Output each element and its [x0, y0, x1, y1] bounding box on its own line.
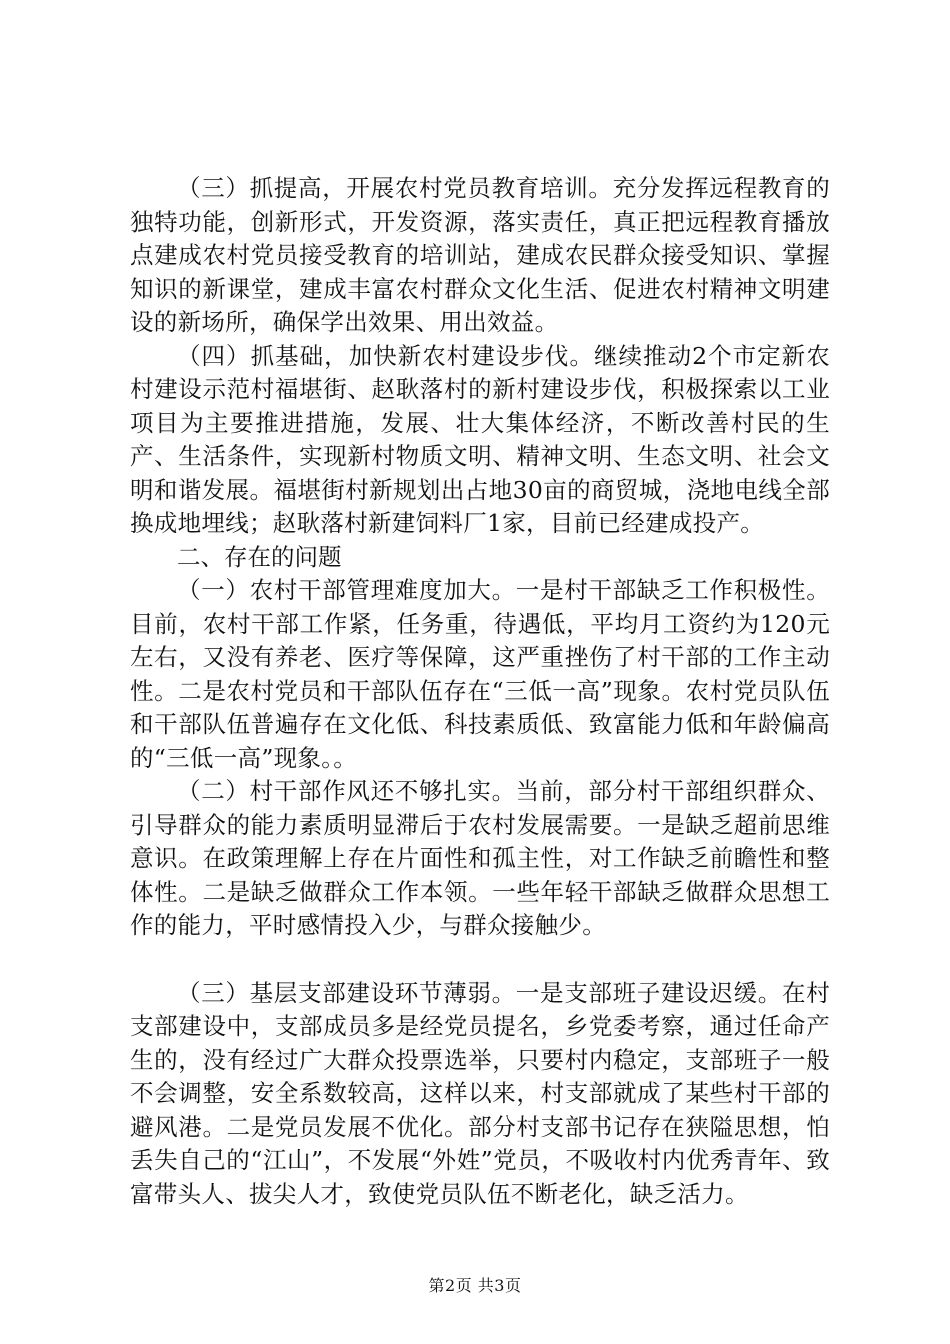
- paragraph-branch-building: （三）基层支部建设环节薄弱。一是支部班子建设迟缓。在村支部建设中，支部成员多是经党员提名，乡党委考察，通过任命产生的，没有经过广大群众投票选举，只要村内稳定，支部班子一般不会调整，安全系数较高，这样以来，村支部就成了某些村干部的避风港。二是党员发展不优化。部分村支部书记存在狭隘思想，怕丢失自己的“江山”，不发展“外姓”党员，不吸收村内优秀青年、致富带头人、拔尖人才，致使党员队伍不断老化，缺乏活力。: [130, 978, 830, 1208]
- document-body: [130, 172, 830, 1211]
- paragraph-new-village: （四）抓基础，加快新农村建设步伐。继续推动2个市定新农村建设示范村福堪街、赵耿落村的新村建设步伐，积极探索以工业项目为主要推进措施，发展、壮大集体经济，不断改善村民的生产、生活条件，实现新村物质文明、精神文明、生态文明、社会文明和谐发展。福堪街村新规划出占地30亩的商贸城，浇地电线全部换成地埋线；赵耿落村新建饲料厂1家，目前已经建成投产。: [130, 341, 830, 537]
- section-heading-problems: 二、存在的问题: [177, 542, 342, 571]
- paragraph-gap: [130, 943, 830, 977]
- page-number-footer: 第2页 共3页: [428, 1276, 522, 1295]
- paragraph-cadre-management: （一）农村干部管理难度加大。一是村干部缺乏工作积极性。目前，农村干部工作紧，任务重，待遇低，平均月工资约为120元左右，又没有养老、医疗等保障，这严重挫伤了村干部的工作主动性。二是农村党员和干部队伍存在“三低一高”现象。农村党员队伍和干部队伍普遍存在文化低、科技素质低、致富能力低和年龄偏高的“三低一高”现象。。: [130, 576, 830, 772]
- paragraph-training: （三）抓提高，开展农村党员教育培训。充分发挥远程教育的独特功能，创新形式，开发资源，落实责任，真正把远程教育播放点建成农村党员接受教育的培训站，建成农民群众接受知识、掌握知识的新课堂，建成丰富农村群众文化生活、促进农村精神文明建设的新场所，确保学出效果、用出效益。: [130, 174, 830, 336]
- paragraph-cadre-style: （二）村干部作风还不够扎实。当前，部分村干部组织群众、引导群众的能力素质明显滞后于农村发展需要。一是缺乏超前思维意识。在政策理解上存在片面性和孤主性，对工作缺乏前瞻性和整体性。二是缺乏做群众工作本领。一些年轻干部缺乏做群众思想工作的能力，平时感情投入少，与群众接触少。: [130, 777, 830, 939]
